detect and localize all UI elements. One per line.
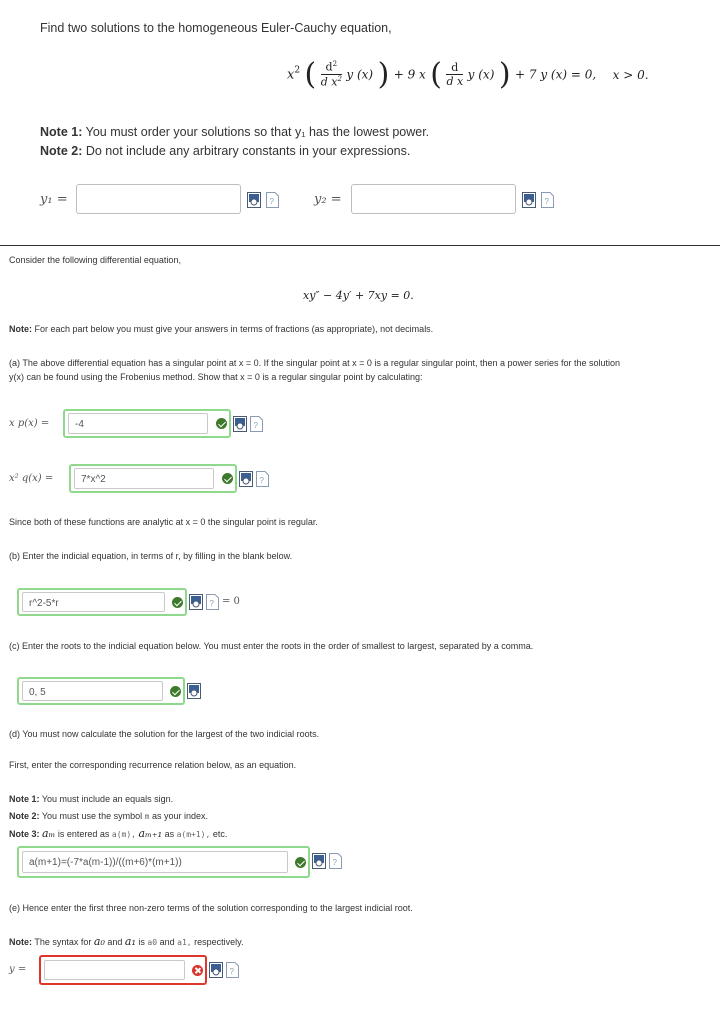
check-icon xyxy=(172,597,183,608)
problem2-note: Note: For each part below you must give your answers in terms of fractions (as appropriate), not decimals. xyxy=(9,324,434,334)
roots-answer-box xyxy=(17,677,185,705)
analytic-text: Since both of these functions are analytic at x = 0 the singular point is regular. xyxy=(9,517,318,527)
y1-label: y₁ = xyxy=(40,192,68,207)
differential-equation: xy″ − 4y′ + 7xy = 0. xyxy=(303,289,414,302)
preview-icon[interactable] xyxy=(522,192,536,208)
cross-icon xyxy=(192,965,203,976)
indicial-input[interactable]: r^2-5*r xyxy=(22,592,165,612)
preview-icon[interactable] xyxy=(247,192,261,208)
svg-text:?: ? xyxy=(229,967,234,976)
y-answer-box xyxy=(39,955,207,985)
xp-label: x p(x) = xyxy=(9,418,50,429)
svg-text:?: ? xyxy=(253,421,258,430)
part-e-text: (e) Hence enter the first three non-zero terms of the solution corresponding to the largest indicial root. xyxy=(9,903,413,913)
indicial-answer-box xyxy=(17,588,187,616)
svg-text:?: ? xyxy=(259,476,264,485)
check-icon xyxy=(222,473,233,484)
equals-zero: = 0 xyxy=(222,596,240,607)
check-icon xyxy=(216,418,227,429)
recurrence-input[interactable]: a(m+1)=(-7*a(m-1))/((m+6)*(m+1)) xyxy=(22,851,288,873)
xp-answer-box xyxy=(63,409,231,438)
y2-label: y₂ = xyxy=(314,192,342,207)
d-note2: Note 2: You must use the symbol m as your index. xyxy=(9,811,208,821)
d-note1: Note 1: You must include an equals sign. xyxy=(9,794,174,804)
preview-icon[interactable] xyxy=(187,683,201,699)
xp-input[interactable]: -4 xyxy=(68,413,208,434)
x2q-label: x² q(x) = xyxy=(9,473,54,484)
roots-input[interactable]: 0, 5 xyxy=(22,681,163,701)
help-icon[interactable] xyxy=(256,471,269,487)
part-b-text: (b) Enter the indicial equation, in terms of r, by filling in the blank below. xyxy=(9,551,293,561)
y-input[interactable] xyxy=(44,960,185,980)
problem1-note1: Note 1: You must order your solutions so that y₁ has the lowest power. xyxy=(40,125,430,139)
check-icon xyxy=(295,857,306,868)
recurrence-answer-box xyxy=(17,846,310,878)
preview-icon[interactable] xyxy=(312,853,326,869)
svg-text:?: ? xyxy=(332,858,337,867)
y2-input[interactable] xyxy=(351,184,516,214)
help-icon[interactable] xyxy=(226,962,239,978)
section-divider xyxy=(0,245,720,246)
y-label: y = xyxy=(9,964,27,975)
first-text: First, enter the corresponding recurrence relation below, as an equation. xyxy=(9,760,297,770)
y1-input[interactable] xyxy=(76,184,241,214)
svg-text:?: ? xyxy=(269,197,274,206)
x2q-answer-box xyxy=(69,464,237,493)
preview-icon[interactable] xyxy=(189,594,203,610)
preview-icon[interactable] xyxy=(233,416,247,432)
d-note3: Note 3: aₘ is entered as a(m), aₘ₊₁ as a(m+1), etc. xyxy=(9,827,228,840)
part-a-line2: y(x) can be found using the Frobenius method. Show that x = 0 is a regular singular point by calculating: xyxy=(9,372,423,382)
part-a-line1: (a) The above differential equation has a singular point at x = 0. If the singular point at x = 0 is a regular singular point, then a power series for the solution xyxy=(9,358,621,368)
euler-cauchy-equation: $x^2$ ( $\frac{d^2}{d x^2}$ y (x) ) + 9 x ( $\frac{d}{\text{d x}}$ y (x) ) + 7 y (x) = 0, x > 0. xyxy=(287,57,649,92)
problem2-intro: Consider the following differential equation, xyxy=(9,255,181,265)
preview-icon[interactable] xyxy=(239,471,253,487)
help-icon[interactable] xyxy=(250,416,263,432)
svg-text:?: ? xyxy=(209,599,214,608)
part-d-text: (d) You must now calculate the solution for the largest of the two indicial roots. xyxy=(9,729,320,739)
part-c-text: (c) Enter the roots to the indicial equation below. You must enter the roots in the order of smallest to largest, separated by a comma. xyxy=(9,641,534,651)
x2q-input[interactable]: 7*x^2 xyxy=(74,468,214,489)
check-icon xyxy=(170,686,181,697)
problem1-intro: Find two solutions to the homogeneous Euler-Cauchy equation, xyxy=(40,21,392,35)
help-icon[interactable] xyxy=(206,594,219,610)
preview-icon[interactable] xyxy=(209,962,223,978)
help-icon[interactable] xyxy=(329,853,342,869)
e-note: Note: The syntax for a₀ and a₁ is a0 and a1, respectively. xyxy=(9,935,244,948)
svg-text:?: ? xyxy=(544,197,549,206)
help-icon[interactable] xyxy=(541,192,554,208)
problem1-note2: Note 2: Do not include any arbitrary constants in your expressions. xyxy=(40,144,411,158)
help-icon[interactable] xyxy=(266,192,279,208)
